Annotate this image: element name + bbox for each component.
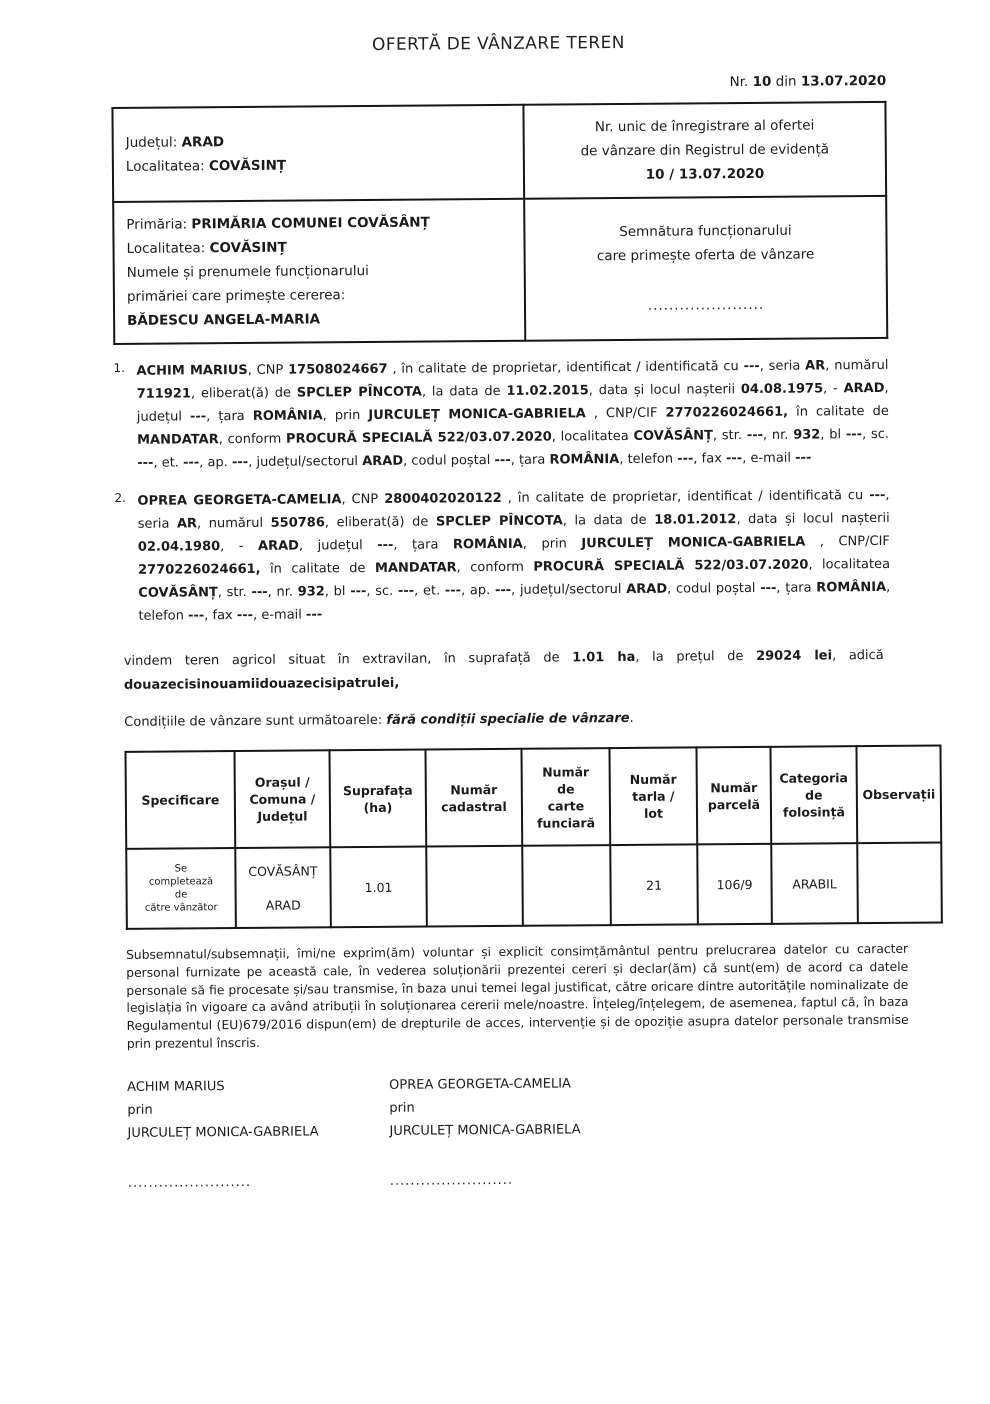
col-header-numar-carte-funciara: Număr de carte funciară [521, 748, 610, 846]
registry-line-2: de vânzare din Registrul de evidență [580, 141, 830, 160]
cell-oras-comuna-judet: COVĂSÂNȚ ARAD [235, 847, 331, 928]
col-header-numar-parcela: Număr parcelă [696, 747, 771, 845]
cell-numar-parcela: 106/9 [697, 844, 772, 925]
townhall-locality-label: Localitatea: [126, 240, 210, 257]
townhall-locality-value: COVĂSINȚ [209, 239, 287, 257]
signature-2-prin: prin [389, 1100, 415, 1116]
townhall-locality-line [126, 234, 511, 261]
townhall-line [126, 210, 511, 237]
official-name-caption-1: Numele și prenumele funcționarului [126, 262, 369, 281]
signature-1-prin: prin [127, 1102, 153, 1118]
townhall-label: Primăria: [126, 216, 192, 233]
official-name-caption-2: primăriei care primește cererea: [126, 287, 346, 305]
land-parcel-table [124, 744, 942, 929]
signature-1-name: ACHIM MARIUS [127, 1078, 225, 1095]
header-table-row-1 [112, 102, 886, 202]
cell-specificare: Se completează de către vânzător [126, 848, 236, 929]
townhall-cell [113, 199, 525, 344]
cell-observatii [857, 843, 942, 924]
cell-categoria-folosinta: ARABIL [771, 843, 858, 924]
seller-1-paragraph [113, 354, 889, 475]
reg-number: 10 [752, 73, 772, 90]
reg-din: din [771, 73, 801, 90]
land-table-header-row [125, 746, 941, 849]
cell-suprafata: 1.01 [330, 847, 427, 928]
official-signature-cell [524, 196, 887, 341]
seller-1-number: 1. [113, 360, 125, 375]
signature-2-name: OPREA GEORGETA-CAMELIA [389, 1076, 571, 1093]
col-header-observatii: Observații [856, 746, 941, 844]
header-table-row-2 [113, 196, 887, 344]
seller-2-paragraph [114, 484, 890, 628]
seller-2-number: 2. [114, 490, 127, 505]
registration-number-line [111, 73, 886, 95]
page-title: OFERTĂ DE VÂNZARE TEREN [371, 32, 625, 55]
signature-1-mandatar: JURCULEȚ MONICA-GABRIELA [127, 1124, 319, 1141]
reg-date: 13.07.2020 [800, 72, 887, 90]
signature-spacer [538, 266, 874, 295]
locality-label: Localitatea: [125, 158, 209, 175]
col-header-categoria-folosinta: Categoria de folosință [770, 746, 857, 844]
townhall-value: PRIMĂRIA COMUNEI COVĂSÂNȚ [191, 214, 430, 233]
cell-numar-tarla: 21 [610, 844, 698, 925]
reg-prefix: Nr. [729, 73, 753, 91]
seller-1-text: ACHIM MARIUS, CNP 17508024667 , în calitate de proprietar, identificat / identificată cu ---, seria AR, numărul 711921, eliberat(ă) de SPCLEP PÎNCOTA, la data de 11.02.2015, data și locul nașterii 04.08.1975, - ARAD, județul ---, țara ROMÂNIA, prin JURCULEȚ MONICA-GABRIELA , CNP/CIF 2770226024661, în calitate de MANDATAR, conform PROCURĂ SPECIALĂ 522/03.07.2020, localitatea COVĂSÂNȚ, str. ---, nr. 932, bl ---, sc. ---, et. ---, ap. ---, județul/sectorul ARAD, codul poștal ---, țara ROMÂNIA, telefon ---, fax ---, e-mail --- [136, 357, 890, 471]
gdpr-consent-paragraph: Subsemnatul/subsemnații, îmi/ne exprim(ăm) voluntar și explicit consimțământul pentru prelucrarea datelor cu caracter personal furnizate pe această cale, în vederea soluționării prezentei cereri și declar(ăm) că sunt(em) de acord ca datele personale să fie procesate și/sau transmise, în baza unui temei legal justificat, către oricare dintre autoritățile nominalizate de legislația în vigoare ca având atribuții în soluționarea cererii mele/noastre. Înțeleg/înțelegem, de asemenea, faptul că, în baza Regulamentul (EU)679/2016 dispun(em) de drepturile de acces, intervenție și de opoziție asupra datelor personale transmise prin prezentul înscris. [126, 941, 909, 1051]
col-header-suprafata: Suprafața (ha) [329, 750, 426, 848]
sale-terms-paragraph: vindem teren agricol situat în extravilan, în suprafață de 1.01 ha, la prețul de 29024 lei, adică douazecisinouamiidouazecisipatrulei, [123, 647, 884, 693]
signature-seller-2 [389, 1072, 652, 1193]
locality-value: COVĂSINȚ [208, 157, 287, 175]
signature-dotted-line: ...................... [647, 296, 765, 314]
col-header-numar-cadastral: Număr cadastral [425, 749, 522, 847]
signature-block [127, 1070, 895, 1195]
official-name: BĂDESCU ANGELA-MARIA [127, 311, 321, 329]
conditions-line: Condițiile de vânzare sunt următoarele: fără condiții specialie de vânzare. [124, 710, 634, 730]
registry-entry-cell [523, 102, 886, 199]
cell-numar-carte-funciara [522, 845, 611, 926]
signature-caption-2: care primește oferta de vânzare [596, 246, 815, 265]
county-line [126, 128, 511, 155]
cell-numar-cadastral [426, 846, 523, 927]
col-header-numar-tarla: Număr tarla / lot [609, 747, 697, 845]
col-header-oras-comuna-judet: Orașul / Comuna / Județul [234, 750, 330, 848]
county-label: Județul: [125, 134, 182, 151]
locality-line [126, 152, 511, 179]
seller-2-text: OPREA GEORGETA-CAMELIA, CNP 2800402020122 , în calitate de proprietar, identificat / identificată cu ---, seria AR, numărul 550786, eliberat(ă) de SPCLEP PÎNCOTA, la data de 18.01.2012, data și locul nașterii 02.04.1980, - ARAD, județul ---, țara ROMÂNIA, prin JURCULEȚ MONICA-GABRIELA , CNP/CIF 2770226024661, în calitate de MANDATAR, conform PROCURĂ SPECIALĂ 522/03.07.2020, localitatea COVĂSÂNȚ, str. ---, nr. 932, bl ---, sc. ---, et. ---, ap. ---, județul/sectorul ARAD, codul poștal ---, țara ROMÂNIA, telefon ---, fax ---, e-mail --- [137, 487, 891, 624]
county-locality-cell [112, 105, 524, 202]
signature-2-dotted-line: ........................ [389, 1172, 514, 1189]
col-header-specificare: Specificare [125, 751, 235, 849]
registry-number-date: 10 / 13.07.2020 [645, 165, 765, 183]
header-table [111, 101, 888, 345]
signature-caption-1: Semnătura funcționarului [619, 222, 792, 241]
signature-2-mandatar: JURCULEȚ MONICA-GABRIELA [389, 1122, 581, 1139]
signature-1-dotted-line: ........................ [127, 1174, 252, 1191]
signature-seller-1 [127, 1074, 390, 1195]
registry-line-1: Nr. unic de înregistrare al ofertei [594, 117, 815, 136]
county-value: ARAD [181, 134, 225, 151]
land-table-data-row [126, 843, 942, 929]
